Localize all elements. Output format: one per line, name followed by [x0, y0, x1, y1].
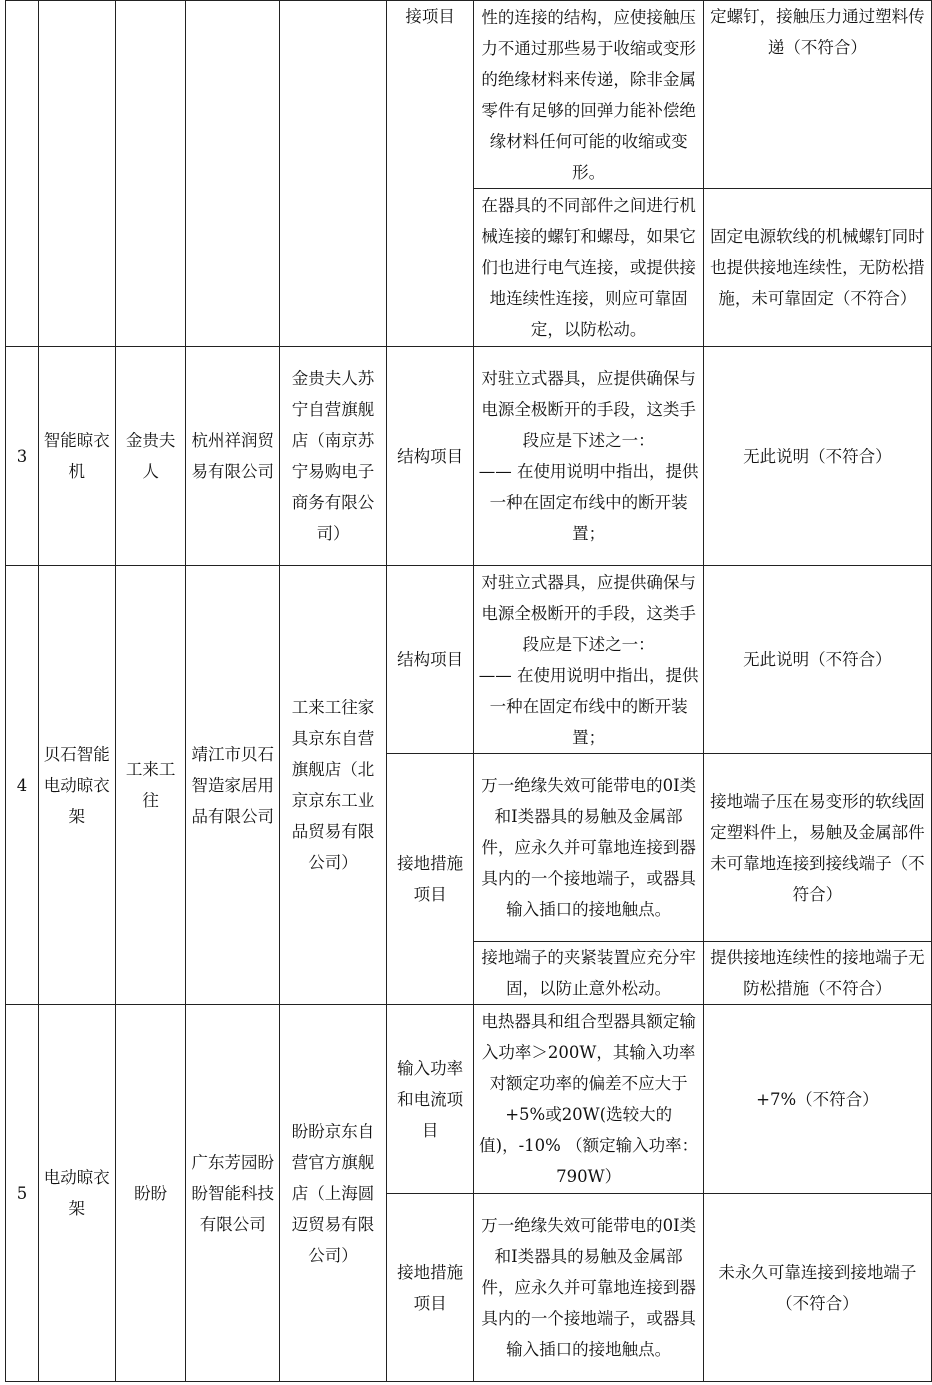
table-row	[6, 1005, 932, 1194]
no-cell: 5	[6, 1005, 39, 1382]
requirement-cell: 对驻立式器具，应提供确保与电源全极断开的手段，这类手段应是下述之一： —— 在使用说明中指出，提供一种在固定布线中的断开装置；	[474, 566, 703, 754]
brand-cell: 盼盼	[115, 1005, 186, 1382]
requirement-cell: 在器具的不同部件之间进行机械连接的螺钉和螺母，如果它们也进行电气连接，或提供接地连续性连接，则应可靠固定，以防松动。	[474, 189, 703, 347]
maker-cell: 杭州祥润贸易有限公司	[186, 347, 280, 566]
result-cell: 提供接地连续性的接地端子无防松措施（不符合）	[703, 942, 931, 1005]
shop-cell: 金贵夫人苏宁自营旗舰店（南京苏宁易购电子商务有限公司）	[280, 347, 387, 566]
product-cell: 智能晾衣机	[38, 347, 115, 566]
requirement-cell: 电热器具和组合型器具额定输入功率＞200W，其输入功率对额定功率的偏差不应大于+5%或20W(选较大的值)，-10% （额定输入功率：790W）	[474, 1005, 703, 1194]
product-cell	[38, 1, 115, 347]
brand-cell	[115, 1, 186, 347]
requirement-cell: 万一绝缘失效可能带电的0Ⅰ类和Ⅰ类器具的易触及金属部件，应永久并可靠地连接到器具内的一个接地端子，或器具输入插口的接地触点。	[474, 754, 703, 942]
item-cell: 接地措施项目	[386, 1194, 474, 1382]
maker-cell	[186, 1, 280, 347]
brand-cell: 工来工往	[115, 566, 186, 1005]
shop-cell: 盼盼京东自营官方旗舰店（上海圆迈贸易有限公司）	[280, 1005, 387, 1382]
item-cell: 接项目	[386, 1, 474, 347]
inspection-results-table	[5, 0, 932, 1382]
maker-cell: 广东芳园盼盼智能科技有限公司	[186, 1005, 280, 1382]
result-cell: 无此说明（不符合）	[703, 347, 931, 566]
requirement-cell: 对驻立式器具，应提供确保与电源全极断开的手段，这类手段应是下述之一： —— 在使用说明中指出，提供一种在固定布线中的断开装置；	[474, 347, 703, 566]
product-cell: 电动晾衣架	[38, 1005, 115, 1382]
table-row	[6, 347, 932, 566]
maker-cell: 靖江市贝石智造家居用品有限公司	[186, 566, 280, 1005]
result-cell: 接地端子压在易变形的软线固定塑料件上，易触及金属部件未可靠地连接到接线端子（不符合）	[703, 754, 931, 942]
item-cell: 结构项目	[386, 347, 474, 566]
no-cell: 4	[6, 566, 39, 1005]
result-cell: 未永久可靠连接到接地端子（不符合）	[703, 1194, 931, 1382]
result-cell: 无此说明（不符合）	[703, 566, 931, 754]
shop-cell	[280, 1, 387, 347]
item-cell: 结构项目	[386, 566, 474, 754]
product-cell: 贝石智能电动晾衣架	[38, 566, 115, 1005]
requirement-cell: 接地端子的夹紧装置应充分牢固，以防止意外松动。	[474, 942, 703, 1005]
requirement-cell: 万一绝缘失效可能带电的0Ⅰ类和Ⅰ类器具的易触及金属部件，应永久并可靠地连接到器具内的一个接地端子，或器具输入插口的接地触点。	[474, 1194, 703, 1382]
table-row	[6, 566, 932, 754]
brand-cell: 金贵夫人	[115, 347, 186, 566]
result-cell: +7%（不符合）	[703, 1005, 931, 1194]
requirement-cell: 性的连接的结构，应使接触压力不通过那些易于收缩或变形的绝缘材料来传递，除非金属零件有足够的回弹力能补偿绝缘材料任何可能的收缩或变形。	[474, 1, 703, 189]
result-cell: 固定电源软线的机械螺钉同时也提供接地连续性，无防松措施，未可靠固定（不符合）	[703, 189, 931, 347]
item-cell: 输入功率和电流项目	[386, 1005, 474, 1194]
result-cell: 定螺钉，接触压力通过塑料传递（不符合）	[703, 1, 931, 189]
no-cell: 3	[6, 347, 39, 566]
shop-cell: 工来工往家具京东自营旗舰店（北京京东工业品贸易有限公司）	[280, 566, 387, 1005]
table-row	[6, 1, 932, 189]
no-cell	[6, 1, 39, 347]
item-cell: 接地措施项目	[386, 754, 474, 1005]
